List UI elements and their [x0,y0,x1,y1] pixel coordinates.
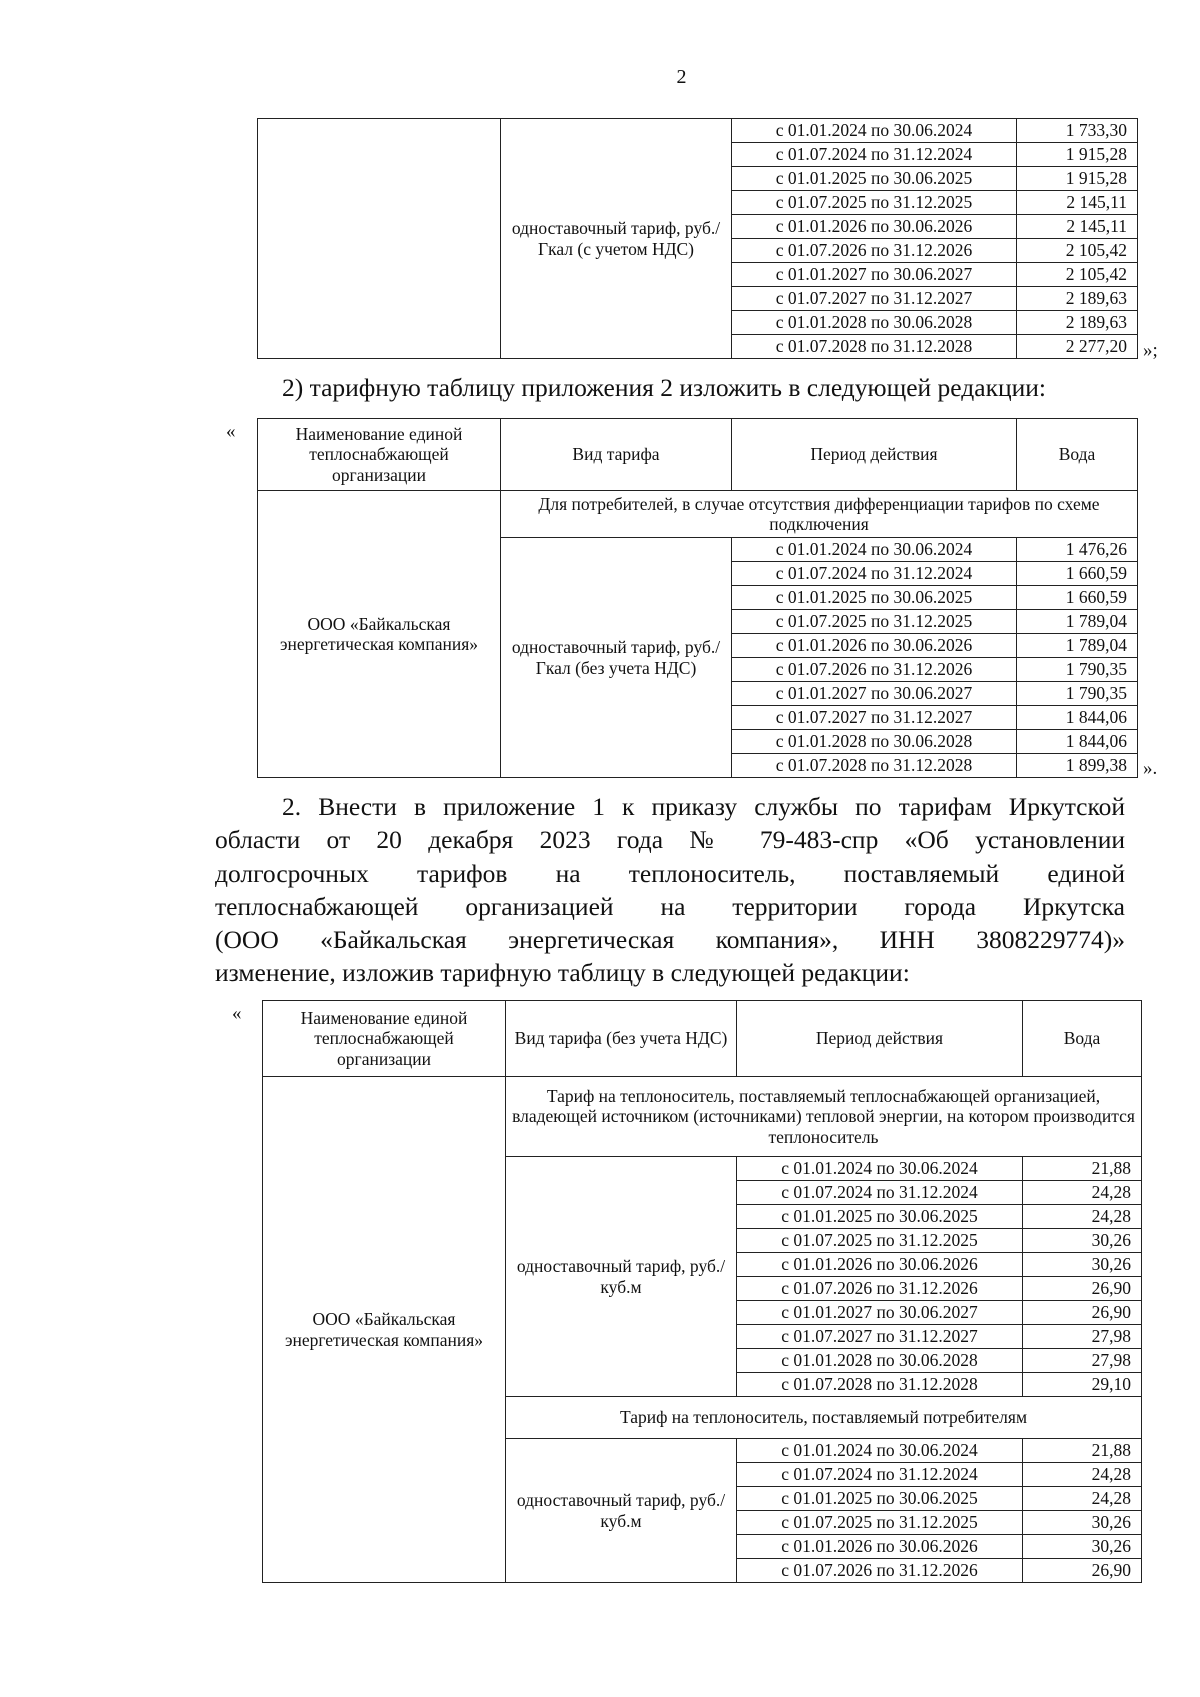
period-cell: с 01.07.2024 по 31.12.2024 [732,143,1017,167]
period-cell: с 01.07.2027 по 31.12.2027 [737,1325,1023,1349]
period-cell: с 01.07.2024 по 31.12.2024 [737,1181,1023,1205]
water-value-cell: 2 145,11 [1017,191,1138,215]
period-cell: с 01.01.2024 по 30.06.2024 [732,119,1017,143]
tariff-kind-cell: одноставочный тариф, руб./Гкал (без учета НДС) [501,538,732,778]
water-value-cell: 24,28 [1023,1181,1142,1205]
water-value-cell: 1 790,35 [1017,682,1138,706]
tariff-table-3 [262,1000,1142,1583]
header-org: Наименование единой теплоснабжающей организации [263,1001,506,1077]
period-cell: с 01.07.2025 по 31.12.2025 [732,610,1017,634]
period-cell: с 01.07.2028 по 31.12.2028 [732,335,1017,359]
water-value-cell: 2 105,42 [1017,263,1138,287]
paragraph-line: 2. Внести в приложение 1 к приказу службы по тарифам Иркутской [282,792,1125,821]
tariff-kind-cell: одноставочный тариф, руб./куб.м [506,1439,737,1583]
period-cell: с 01.01.2027 по 30.06.2027 [737,1301,1023,1325]
period-cell: с 01.07.2028 по 31.12.2028 [737,1373,1023,1397]
period-cell: с 01.01.2024 по 30.06.2024 [737,1439,1023,1463]
header-water: Вода [1023,1001,1142,1077]
water-value-cell: 26,90 [1023,1559,1142,1583]
period-cell: с 01.07.2027 по 31.12.2027 [732,706,1017,730]
water-value-cell: 24,28 [1023,1487,1142,1511]
header-period: Период действия [732,419,1017,491]
period-cell: с 01.01.2026 по 30.06.2026 [737,1253,1023,1277]
period-cell: с 01.01.2027 по 30.06.2027 [732,682,1017,706]
period-cell: с 01.07.2026 по 31.12.2026 [732,239,1017,263]
water-value-cell: 1 915,28 [1017,143,1138,167]
water-value-cell: 24,28 [1023,1463,1142,1487]
paragraph-line: области от 20 декабря 2023 года № 79-483-спр «Об установлении [215,825,1125,855]
period-cell: с 01.01.2028 по 30.06.2028 [732,311,1017,335]
period-cell: с 01.07.2025 по 31.12.2025 [737,1511,1023,1535]
org-name-cell: ООО «Байкальская энергетическая компания» [263,1077,506,1583]
period-cell: с 01.07.2026 по 31.12.2026 [732,658,1017,682]
period-cell: с 01.01.2028 по 30.06.2028 [732,730,1017,754]
water-value-cell: 26,90 [1023,1301,1142,1325]
water-value-cell: 1 899,38 [1017,754,1138,778]
period-cell: с 01.07.2028 по 31.12.2028 [732,754,1017,778]
org-name-cell: ООО «Байкальская энергетическая компания» [258,491,501,778]
paragraph-line: долгосрочных тарифов на теплоноситель, поставляемый единой [215,858,1125,888]
table1-close-quote: »; [1143,340,1158,361]
water-value-cell: 30,26 [1023,1535,1142,1559]
water-value-cell: 1 790,35 [1017,658,1138,682]
water-value-cell: 2 105,42 [1017,239,1138,263]
period-cell: с 01.07.2024 по 31.12.2024 [732,562,1017,586]
tariff-kind-cell: одноставочный тариф, руб./куб.м [506,1157,737,1397]
header-org: Наименование единой теплоснабжающей организации [258,419,501,491]
paragraph-line: изменение, изложив тарифную таблицу в следующей редакции: [215,958,910,988]
org-cell-empty [258,119,501,359]
period-cell: с 01.07.2027 по 31.12.2027 [732,287,1017,311]
amendment-paragraph [215,790,1125,990]
paragraph-line: теплоснабжающей организацией на территории города Иркутска [215,891,1125,921]
period-cell: с 01.01.2024 по 30.06.2024 [732,538,1017,562]
water-value-cell: 27,98 [1023,1349,1142,1373]
header-tariff-kind: Вид тарифа [501,419,732,491]
table2-close-quote: ». [1143,758,1158,779]
water-value-cell: 30,26 [1023,1511,1142,1535]
period-cell: с 01.01.2024 по 30.06.2024 [737,1157,1023,1181]
water-value-cell: 29,10 [1023,1373,1142,1397]
period-cell: с 01.01.2026 по 30.06.2026 [737,1535,1023,1559]
period-cell: с 01.01.2025 по 30.06.2025 [737,1487,1023,1511]
water-value-cell: 30,26 [1023,1229,1142,1253]
water-value-cell: 1 789,04 [1017,610,1138,634]
water-value-cell: 24,28 [1023,1205,1142,1229]
header-period: Период действия [737,1001,1023,1077]
water-value-cell: 21,88 [1023,1439,1142,1463]
water-value-cell: 2 277,20 [1017,335,1138,359]
water-value-cell: 1 660,59 [1017,562,1138,586]
period-cell: с 01.01.2028 по 30.06.2028 [737,1349,1023,1373]
water-value-cell: 1 476,26 [1017,538,1138,562]
water-value-cell: 1 915,28 [1017,167,1138,191]
period-cell: с 01.07.2024 по 31.12.2024 [737,1463,1023,1487]
period-cell: с 01.01.2025 по 30.06.2025 [732,586,1017,610]
period-cell: с 01.01.2026 по 30.06.2026 [732,215,1017,239]
period-cell: с 01.07.2025 по 31.12.2025 [732,191,1017,215]
tariff-table-2 [257,418,1138,778]
paragraph-line: (ООО «Байкальская энергетическая компания», ИНН 3808229774)» [215,925,1125,955]
water-value-cell: 2 189,63 [1017,287,1138,311]
water-value-cell: 21,88 [1023,1157,1142,1181]
subheader-cell: Тариф на теплоноситель, поставляемый потребителям [506,1397,1142,1439]
period-cell: с 01.07.2026 по 31.12.2026 [737,1277,1023,1301]
water-value-cell: 30,26 [1023,1253,1142,1277]
water-value-cell: 1 844,06 [1017,730,1138,754]
header-water: Вода [1017,419,1138,491]
period-cell: с 01.07.2025 по 31.12.2025 [737,1229,1023,1253]
water-value-cell: 1 789,04 [1017,634,1138,658]
water-value-cell: 2 189,63 [1017,311,1138,335]
page-number: 2 [676,66,687,88]
table2-open-quote: « [226,421,236,442]
period-cell: с 01.01.2025 по 30.06.2025 [737,1205,1023,1229]
water-value-cell: 27,98 [1023,1325,1142,1349]
section-heading: 2) тарифную таблицу приложения 2 изложить в следующей редакции: [282,373,1046,402]
water-value-cell: 1 733,30 [1017,119,1138,143]
period-cell: с 01.07.2026 по 31.12.2026 [737,1559,1023,1583]
tariff-table-1 [257,118,1138,359]
water-value-cell: 2 145,11 [1017,215,1138,239]
header-tariff-kind: Вид тарифа (без учета НДС) [506,1001,737,1077]
water-value-cell: 1 660,59 [1017,586,1138,610]
period-cell: с 01.01.2027 по 30.06.2027 [732,263,1017,287]
water-value-cell: 26,90 [1023,1277,1142,1301]
period-cell: с 01.01.2025 по 30.06.2025 [732,167,1017,191]
table3-open-quote: « [232,1003,242,1024]
subheader-cell: Для потребителей, в случае отсутствия дифференциации тарифов по схеме подключения [501,491,1138,538]
period-cell: с 01.01.2026 по 30.06.2026 [732,634,1017,658]
water-value-cell: 1 844,06 [1017,706,1138,730]
tariff-kind-cell: одноставочный тариф, руб./Гкал (с учетом НДС) [501,119,732,359]
subheader-cell: Тариф на теплоноситель, поставляемый теплоснабжающей организацией, владеющей источником (источниками) тепловой энергии, на котором производится теплоноситель [506,1077,1142,1157]
